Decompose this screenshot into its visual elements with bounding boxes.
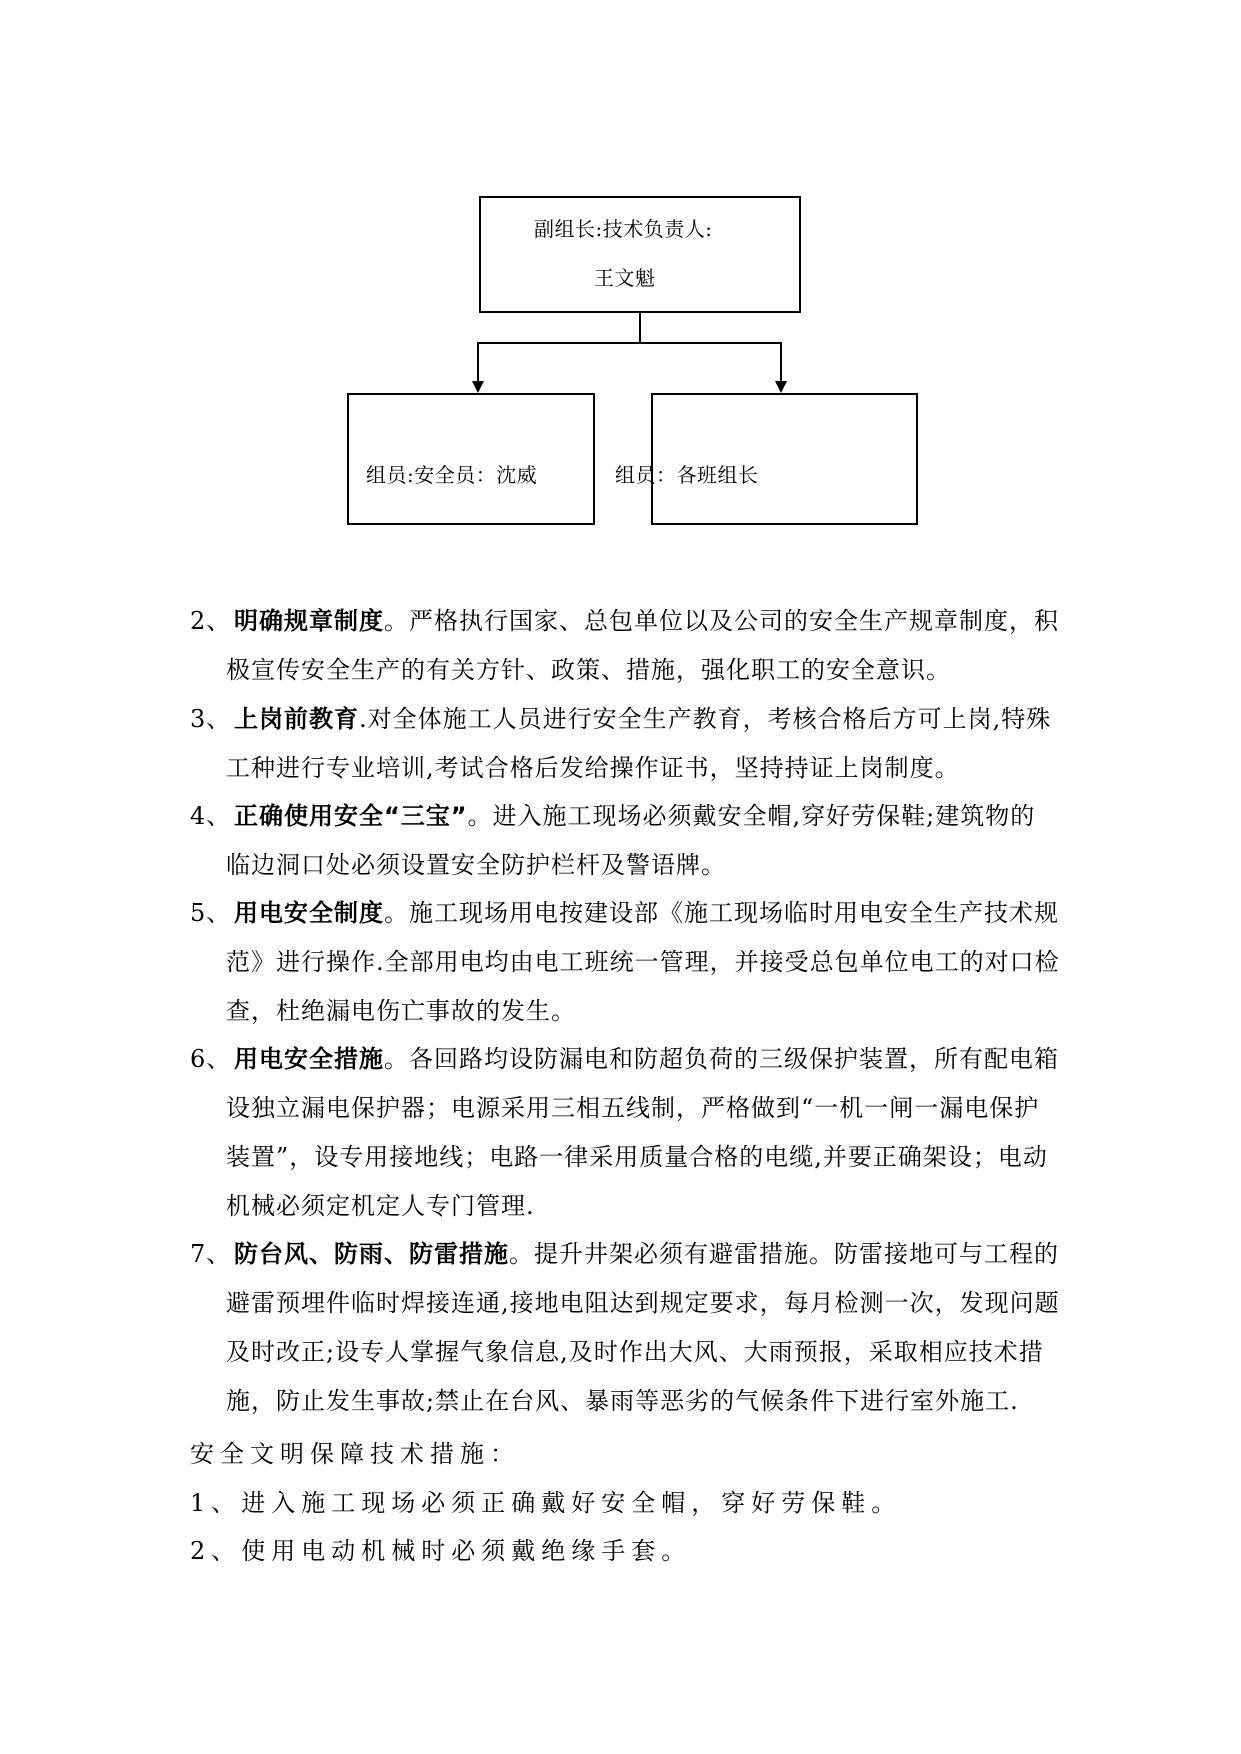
list-item <box>190 1230 1065 1426</box>
item-text: 机械必须定机定人专门管理. <box>226 1192 535 1220</box>
section-item: 1、进入施工现场必须正确戴好安全帽，穿好劳保鞋。 <box>190 1489 902 1517</box>
item-number: 5、 <box>190 899 232 927</box>
org-box-team-leaders-text: 组员：各班组长 <box>615 463 759 487</box>
list-item <box>190 792 1065 890</box>
item-title: 防台风、防雨、防雷措施 <box>234 1240 509 1268</box>
item-text: 。严格执行国家、总包单位以及公司的安全生产规章制度，积 <box>384 607 1059 635</box>
item-number: 4、 <box>190 802 232 830</box>
item-text: 避雷预埋件临时焊接连通,接地电阻达到规定要求，每月检测一次，发现问题 <box>226 1289 1060 1317</box>
item-number: 2、 <box>190 607 232 635</box>
item-title: 用电安全制度 <box>234 899 384 927</box>
item-text: 装置”，设专用接地线；电路一律采用质量合格的电缆,并要正确架设；电动 <box>226 1143 1048 1171</box>
item-text: 。施工现场用电按建设部《施工现场临时用电安全生产技术规 <box>384 899 1059 927</box>
item-text: 范》进行操作.全部用电均由电工班统一管理，并接受总包单位电工的对口检 <box>226 948 1060 976</box>
item-text: 。进入施工现场必须戴安全帽,穿好劳保鞋;建筑物的 <box>467 802 1036 830</box>
section-item: 2、使用电动机械时必须戴绝缘手套。 <box>190 1537 692 1565</box>
item-title: 上岗前教育 <box>234 705 359 733</box>
item-number: 7、 <box>190 1240 232 1268</box>
item-text: 查，杜绝漏电伤亡事故的发生。 <box>226 997 576 1025</box>
org-box-deputy-name: 王文魁 <box>594 266 656 290</box>
item-title: 正确使用安全“三宝” <box>234 802 468 830</box>
item-text: 。提升井架必须有避雷措施。防雷接地可与工程的 <box>509 1240 1059 1268</box>
list-item <box>190 597 1065 695</box>
item-text: 设独立漏电保护器；电源采用三相五线制，严格做到“一机一闸一漏电保护 <box>226 1094 1040 1122</box>
item-number: 3、 <box>190 705 232 733</box>
section-heading: 安全文明保障技术措施： <box>190 1440 520 1468</box>
item-text: 临边洞口处必须设置安全防护栏杆及警语牌。 <box>226 851 726 879</box>
item-text: 极宣传安全生产的有关方针、政策、措施，强化职工的安全意识。 <box>226 656 951 684</box>
list-item <box>190 695 1065 793</box>
org-box-safety-officer-text: 组员:安全员：沈威 <box>366 463 538 487</box>
item-number: 6、 <box>190 1045 232 1073</box>
item-text: 施，防止发生事故;禁止在台风、暴雨等恶劣的气候条件下进行室外施工. <box>226 1387 1019 1415</box>
item-title: 用电安全措施 <box>234 1045 384 1073</box>
arrow-right-head <box>775 381 787 393</box>
item-text: .对全体施工人员进行安全生产教育，考核合格后方可上岗,特殊 <box>359 705 1052 733</box>
org-box-deputy-title: 副组长:技术负责人: <box>534 217 713 241</box>
list-item <box>190 1035 1065 1231</box>
item-text: 。各回路均设防漏电和防超负荷的三级保护装置，所有配电箱 <box>384 1045 1059 1073</box>
list-item <box>190 889 1065 1036</box>
item-text: 工种进行专业培训,考试合格后发给操作证书，坚持持证上岗制度。 <box>226 754 960 782</box>
arrow-left-head <box>472 381 484 393</box>
item-text: 及时改正;设专人掌握气象信息,及时作出大风、大雨预报，采取相应技术措 <box>226 1338 1044 1366</box>
item-title: 明确规章制度 <box>234 607 384 635</box>
